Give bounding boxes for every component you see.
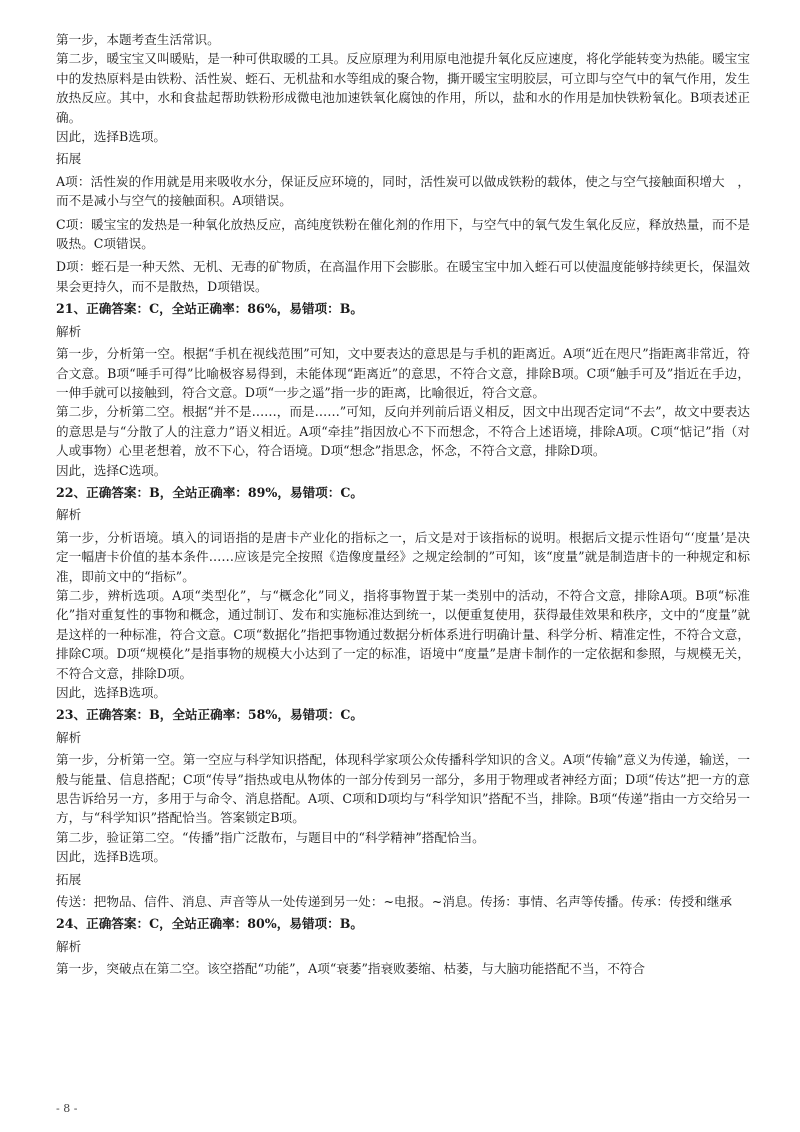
page-number: - 8 - bbox=[56, 1102, 78, 1115]
paragraph: 因此，选择C选项。 bbox=[56, 462, 167, 478]
answer-heading: 24、正确答案：C，全站正确率：80%，易错项：B。 bbox=[56, 916, 363, 932]
paragraph: 第二步，分析第二空。根据“并不是……，而是……”可知，反向并列前后语义相反，因文中出现否定词“不去”，故文中要表达的意思是与“分散了人的注意力”语义相近。A项“牵挂”指因放心不下而想念，不符合上述语境，排除A项。C项“惦记”指（对人或事物）心里老想着，放不下心，符合语境。D项“想念”指思念，怀念，不符合文意，排除D项。 bbox=[56, 404, 750, 459]
paragraph: 第一步，分析语境。填入的词语指的是唐卡产业化的指标之一，后文是对于该指标的说明。根据后文提示性语句“‘度量’是决定一幅唐卡价值的基本条件……应该是完全按照《造像度量经》之规定绘制的”可知，该“度量”就是制造唐卡的一种规定和标准，即前文中的“指标”。 bbox=[56, 529, 750, 584]
paragraph: 第一步，分析第一空。根据“手机在视线范围”可知，文中要表达的意思是与手机的距离近。A项“近在咫尺”指距离非常近，符合文意。B项“唾手可得”比喻极容易得到，未能体现“距离近”的意思，不符合文意，排除B项。C项“触手可及”指近在手边，一伸手就可以接触到，符合文意。D项“一步之遥”指一步的距离，比喻很近，符合文意。 bbox=[56, 346, 750, 400]
paragraph: 因此，选择B选项。 bbox=[56, 129, 167, 145]
paragraph: 第一步，分析第一空。第一空应与科学知识搭配，体现科学家项公众传播科学知识的含义。A项“传输”意义为传递，输送，一般与能量、信息搭配；C项“传导”指热或电从物体的一部分传到另一部分，多用于物理或者神经方面；D项“传达”把一方的意思告诉给另一方，多用于与命令、消息搭配。A项、C项和D项均与“科学知识”搭配不当，排除。B项“传递”指由一方交给另一方，与“科学知识”搭配恰当。答案锁定B项。 bbox=[56, 752, 750, 826]
section-heading: 解析 bbox=[56, 507, 82, 523]
paragraph: 传送：把物品、信件、消息、声音等从一处传递到另一处：~电报。~消息。传扬：事情、名声等传播。传承：传授和继承 bbox=[56, 894, 732, 910]
section-heading: 解析 bbox=[56, 729, 82, 745]
paragraph: 因此，选择B选项。 bbox=[56, 685, 167, 700]
paragraph: 第一步，本题考查生活常识。 bbox=[56, 32, 220, 47]
paragraph: 第二步，辨析选项。A项“类型化”，与“概念化”同义，指将事物置于某一类别中的活动，不符合文意，排除A项。B项“标准化”指对重复性的事物和概念，通过制订、发布和实施标准达到统一，以便重复使用，获得最佳效果和秩序，文中的“度量”就是这样的一种标准，符合文意。C项“数据化”指把事物通过数据分析体系进行明确计量、科学分析、精准定性，不符合文意，排除C项。D项“规模化”是指事物的规模大小达到了一定的标准，语境中“度量”是唐卡制作的一定依据和参照，与规模无关，不符合文意，排除D项。 bbox=[56, 587, 750, 681]
paragraph: A项：活性炭的作用就是用来吸收水分，保证反应环境的，同时，活性炭可以做成铁粉的载体，使之与空气接触面积增大 ，而不是减小与空气的接触面积。A项错误。 bbox=[56, 173, 750, 209]
section-heading: 拓展 bbox=[56, 871, 82, 887]
answer-heading: 23、正确答案：B，全站正确率：58%，易错项：C。 bbox=[56, 707, 363, 723]
paragraph: 第二步，暖宝宝又叫暖贴，是一种可供取暖的工具。反应原理为利用原电池提升氧化反应速度，将化学能转变为热能。暖宝宝中的发热原料是由铁粉、活性炭、蛭石、无机盐和水等组成的聚合物，撕开暖宝宝明胶层，可立即与空气中的氧气作用，发生放热反应。其中，水和食盐起帮助铁粉形成微电池加速铁氧化腐蚀的作用，所以，盐和水的作用是加快铁粉氧化。B项表述正确。 bbox=[56, 51, 750, 125]
answer-heading: 21、正确答案：C，全站正确率：86%，易错项：B。 bbox=[56, 301, 363, 317]
paragraph: D项：蛭石是一种天然、无机、无毒的矿物质，在高温作用下会膨胀。在暖宝宝中加入蛭石可以使温度能够持续更长，保温效果会更持久，而不是散热，D项错误。 bbox=[56, 259, 750, 294]
paragraph: 因此，选择B选项。 bbox=[56, 849, 167, 865]
section-heading: 解析 bbox=[56, 323, 82, 339]
answer-heading: 22、正确答案：B，全站正确率：89%，易错项：C。 bbox=[56, 484, 363, 500]
section-heading: 解析 bbox=[56, 938, 82, 954]
paragraph: 第一步，突破点在第二空。该空搭配“功能”，A项“衰萎”指衰败萎缩、枯萎，与大脑功能搭配不当，不符合 bbox=[56, 961, 645, 977]
paragraph: C项：暖宝宝的发热是一种氧化放热反应，高纯度铁粉在催化剂的作用下，与空气中的氧气发生氧化反应，释放热量，而不是吸热。C项错误。 bbox=[56, 216, 750, 252]
paragraph: 第二步，验证第二空。“传播”指广泛散布，与题目中的“科学精神”搭配恰当。 bbox=[56, 829, 485, 845]
document-body bbox=[56, 30, 750, 979]
section-heading: 拓展 bbox=[56, 151, 82, 167]
